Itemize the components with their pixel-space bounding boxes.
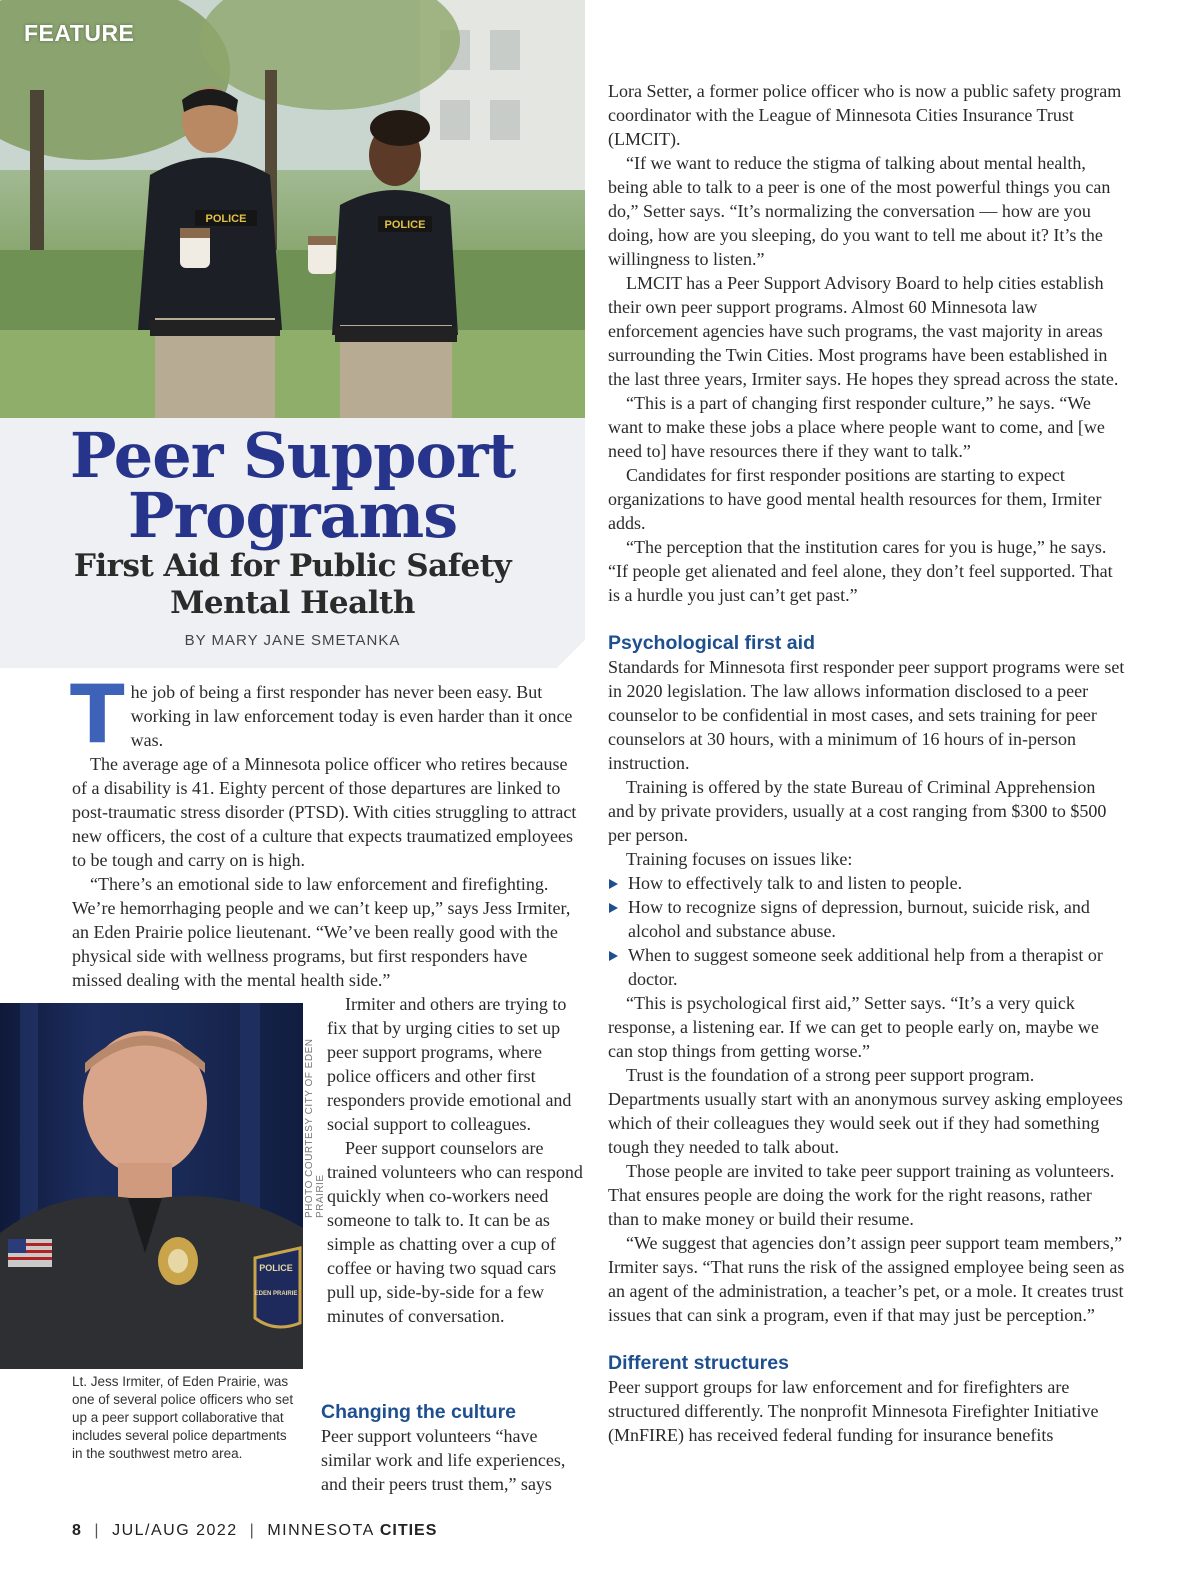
left-column — [70, 668, 577, 992]
bullet-list — [608, 871, 1125, 991]
triangle-bullet-icon — [609, 951, 618, 961]
subhead-line-2: Mental Health — [170, 585, 415, 621]
shoulder-patch-city: EDEN PRAIRIE — [254, 1291, 298, 1297]
list-item-text: How to effectively talk to and listen to people. — [628, 873, 963, 893]
paragraph: Irmiter and others are trying to fix that by urging cities to set up peer support programs, where police officers and other first responders provide emotional and social support to colleagues. — [327, 994, 572, 1134]
flag-stripe — [26, 1243, 52, 1246]
paragraph: Training focuses on issues like: — [626, 849, 853, 869]
triangle-bullet-icon — [609, 879, 618, 889]
triangle-bullet-icon — [609, 903, 618, 913]
hero-building-window — [490, 100, 520, 140]
headline-line-1: Peer Support — [69, 419, 516, 492]
paragraph: Candidates for first responder positions are starting to expect organizations to have good mental health resources for them, Irmiter adds. — [608, 465, 1102, 533]
section-heading: Changing the culture — [321, 1401, 516, 1423]
paragraph: Peer support volunteers “have similar work and life experiences, and their peers trust them,” says — [321, 1426, 566, 1494]
section-heading: Psychological first aid — [608, 632, 815, 654]
hero-building-window — [440, 100, 470, 140]
title-panel — [0, 418, 585, 668]
paragraph: “This is psychological first aid,” Setter says. “It’s a very quick response, a listening ear. If we can get to people early on, maybe we can stop things from getting worse.” — [608, 993, 1099, 1061]
paragraph: Those people are invited to take peer support training as volunteers. That ensures people are doing the work for the right reasons, rather than to make money or build their resume. — [608, 1161, 1115, 1229]
portrait-badge-center — [168, 1249, 188, 1273]
section-tag: FEATURE — [24, 20, 135, 46]
headline — [0, 419, 585, 552]
intro-paragraph — [70, 668, 577, 761]
portrait-photo — [0, 1003, 303, 1369]
byline: BY MARY JANE SMETANKA — [184, 632, 401, 649]
spacer — [608, 1327, 1125, 1351]
paragraph: Lora Setter, a former police officer who is now a public safety program coordinator with the League of Minnesota Cities Insurance Trust (LMCIT). — [608, 81, 1122, 149]
paragraph: Standards for Minnesota first responder peer support programs were set in 2020 legislation. The law allows information disclosed to a peer counselor to be confidential in most cases, and sets training for peer counselors at 30 hours, with a minimum of 16 hours of in-person instruction. — [608, 657, 1125, 773]
right-column — [608, 79, 1125, 1447]
badge-right-text: POLICE — [384, 219, 426, 231]
list-item-text: How to recognize signs of depression, burnout, suicide risk, and alcohol and substance abuse. — [628, 897, 1090, 941]
paragraph: Trust is the foundation of a strong peer support program. Departments usually start with an anonymous survey asking employees which of their colleagues they would seek out if they had something tough they needed to talk about. — [608, 1065, 1123, 1157]
intro-text: he job of being a first responder has never been easy. But working in law enforcement today is even harder than it once was. — [130, 682, 573, 750]
list-item — [608, 895, 1125, 943]
paragraph: Peer support groups for law enforcement and for firefighters are structured differently. The nonprofit Minnesota Firefighter Initiative (MnFIRE) has received federal funding for insurance benefits — [608, 1377, 1099, 1445]
magazine-name-part2: CITIES — [379, 1522, 438, 1539]
page-number: 8 — [72, 1522, 83, 1539]
badge-left-text: POLICE — [205, 213, 247, 225]
paragraph: “If we want to reduce the stigma of talking about mental health, being able to talk to a peer is one of the most powerful things you can do,” Setter says. “It’s normalizing the conversation — how are you doing, how are you sleeping, do you want to tell me about it? It’s the willingness to listen.” — [608, 153, 1111, 269]
spacer — [608, 607, 1125, 631]
shoulder-patch — [255, 1248, 300, 1327]
list-item-text: When to suggest someone seek additional help from a therapist or doctor. — [628, 945, 1103, 989]
panel-corner-fold — [557, 640, 585, 668]
paragraph: “This is a part of changing first responder culture,” he says. “We want to make these jobs a place where people want to come, and [we need to] have resources there if they want to talk.” — [608, 393, 1105, 461]
portrait-illustration — [0, 1003, 303, 1369]
paragraph: LMCIT has a Peer Support Advisory Board to help cities establish their own peer support programs. Almost 60 Minnesota law enforcement agencies have such programs, the vast majority in areas surrounding the Twin Cities. Most programs have been established in the last three years, Irmiter says. He hopes they spread across the state. — [608, 273, 1119, 389]
paragraph: Training is offered by the state Bureau of Criminal Apprehension and by private providers, usually at a cost ranging from $300 to $500 per person. — [608, 777, 1107, 845]
paragraph: Peer support counselors are trained volunteers who can respond quickly when co-workers need someone to talk to. It can be as simple as chatting over a cup of coffee or having two squad cars pull up, side-by-side for a few minutes of conversation. — [327, 1138, 583, 1326]
drop-cap: T — [70, 668, 125, 761]
paragraph: The average age of a Minnesota police officer who retires because of a disability is 41. Eighty percent of those departures are linked to post-traumatic stress disorder (PTSD). With cities struggling to attract new officers, the cost of a culture that expects traumatized employees to be tough and carry on is high. — [72, 754, 577, 870]
middle-column-lower — [321, 1400, 585, 1496]
flag-patch-canton — [8, 1239, 26, 1253]
middle-column — [327, 992, 585, 1328]
hero-building-window — [490, 30, 520, 70]
paragraph: “The perception that the institution cares for you is huge,” he says. “If people get alienated and feel alone, they don’t feel supported. That is a hurdle you just can’t get past.” — [608, 537, 1113, 605]
page-footer — [72, 1522, 437, 1540]
paragraph: “There’s an emotional side to law enforcement and firefighting. We’re hemorrhaging people and we can’t keep up,” says Jess Irmiter, an Eden Prairie police lieutenant. “We’ve been really good with the physical side with wellness programs, but first responders have missed dealing with the mental health side.” — [72, 874, 571, 990]
issue-date: JUL/AUG 2022 — [112, 1522, 238, 1539]
magazine-name-part1: MINNESOTA — [267, 1522, 374, 1539]
shoulder-patch-text: POLICE — [259, 1263, 293, 1273]
section-heading: Different structures — [608, 1352, 789, 1374]
subhead — [0, 548, 585, 622]
flag-stripe — [26, 1250, 52, 1253]
portrait-neck — [118, 1163, 172, 1203]
photo-caption: Lt. Jess Irmiter, of Eden Prairie, was one of several police officers who set up a peer support collaborative that includes several police departments in the southwest metro area. — [72, 1374, 294, 1461]
hero-photo — [0, 0, 585, 418]
footer-separator: | — [94, 1522, 101, 1539]
magazine-name — [267, 1522, 437, 1539]
photo-credit: PHOTO COURTESY CITY OF EDEN PRAIRIE — [304, 1038, 326, 1218]
hero-path — [0, 330, 585, 418]
paragraph: “We suggest that agencies don’t assign peer support team members,” Irmiter says. “That runs the risk of the assigned employee being seen as an agent of the administration, a teacher’s pet, or a mole. It creates trust issues that can sink a program, even if that may just be perception.” — [608, 1233, 1125, 1325]
subhead-line-1: First Aid for Public Safety — [73, 548, 512, 584]
list-item — [608, 871, 1125, 895]
list-item — [608, 943, 1125, 991]
footer-separator: | — [249, 1522, 256, 1539]
flag-stripe — [8, 1257, 52, 1260]
headline-line-2: Programs — [127, 479, 458, 552]
hero-photo-illustration — [0, 0, 585, 418]
